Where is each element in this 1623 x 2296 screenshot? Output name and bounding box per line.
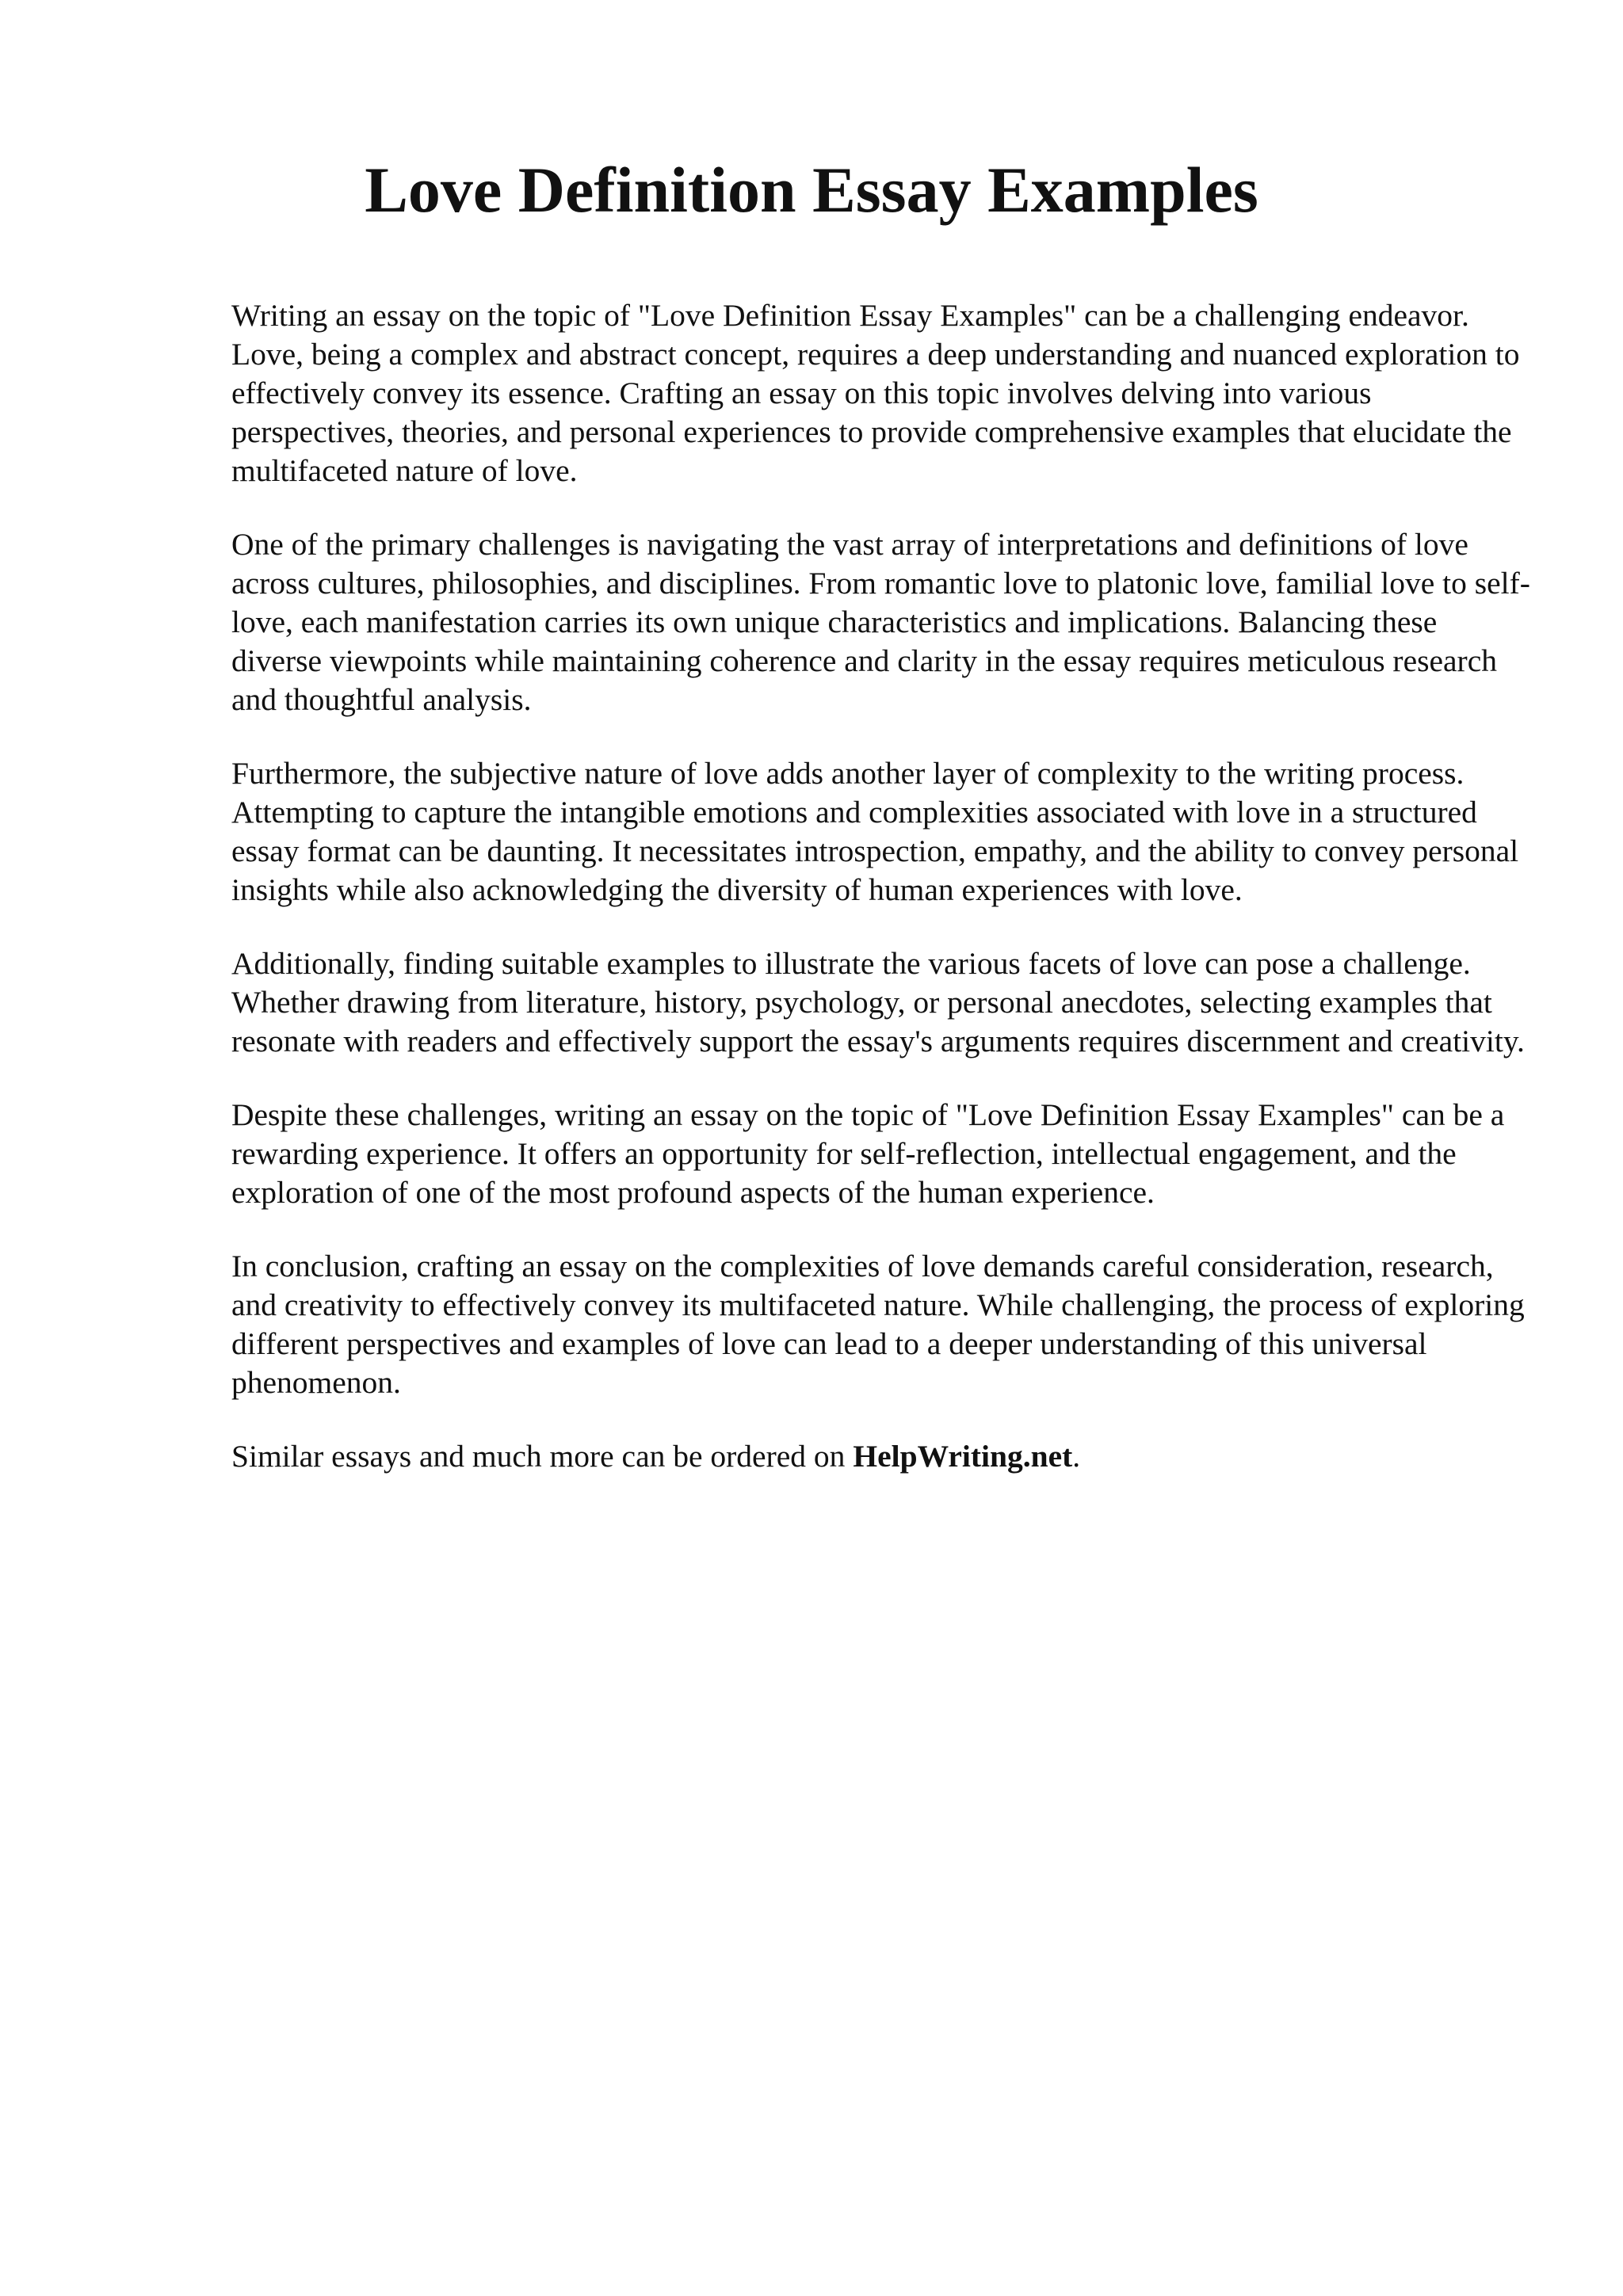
document-body	[231, 296, 1531, 1476]
paragraph-2: One of the primary challenges is navigating the vast array of interpretations and definitions of love across cultures, philosophies, and disciplines. From romantic love to platonic love, familial love to self-love, each manifestation carries its own unique characteristics and implications. Balancing these diverse viewpoints while maintaining coherence and clarity in the essay requires meticulous research and thoughtful analysis.	[231, 527, 1530, 717]
brand-link[interactable]: HelpWriting.net	[853, 1439, 1073, 1474]
closing-text: Similar essays and much more can be ordered on	[231, 1439, 846, 1474]
paragraph-6: In conclusion, crafting an essay on the complexities of love demands careful consideration, research, and creativity to effectively convey its multifaceted nature. While challenging, the process of exploring different perspectives and examples of love can lead to a deeper understanding of this universal phenomenon.	[231, 1249, 1525, 1400]
paragraph-4: Additionally, finding suitable examples to illustrate the various facets of love can pose a challenge. Whether drawing from literature, history, psychology, or personal anecdotes, selecting examples that resonate with readers and effectively support the essay's arguments requires discernment and creativity.	[231, 946, 1525, 1058]
paragraph-3: Furthermore, the subjective nature of love adds another layer of complexity to the writing process. Attempting to capture the intangible emotions and complexities associated with love in a structured essay format can be daunting. It necessitates introspection, empathy, and the ability to convey personal insights while also acknowledging the diversity of human experiences with love.	[231, 756, 1519, 907]
paragraph-5: Despite these challenges, writing an essay on the topic of "Love Definition Essay Examples" can be a rewarding experience. It offers an opportunity for self-reflection, intellectual engagement, and the exploration of one of the most profound aspects of the human experience.	[231, 1097, 1505, 1210]
paragraph-1: Writing an essay on the topic of "Love Definition Essay Examples" can be a challenging endeavor. Love, being a complex and abstract concept, requires a deep understanding and nuanced exploration to effectively convey its essence. Crafting an essay on this topic involves delving into various perspectives, theories, and personal experiences to provide comprehensive examples that elucidate the multifaceted nature of love.	[231, 298, 1520, 488]
closing-period: .	[1072, 1439, 1081, 1474]
document-title: Love Definition Essay Examples	[365, 154, 1258, 226]
closing-line	[231, 1437, 1531, 1476]
